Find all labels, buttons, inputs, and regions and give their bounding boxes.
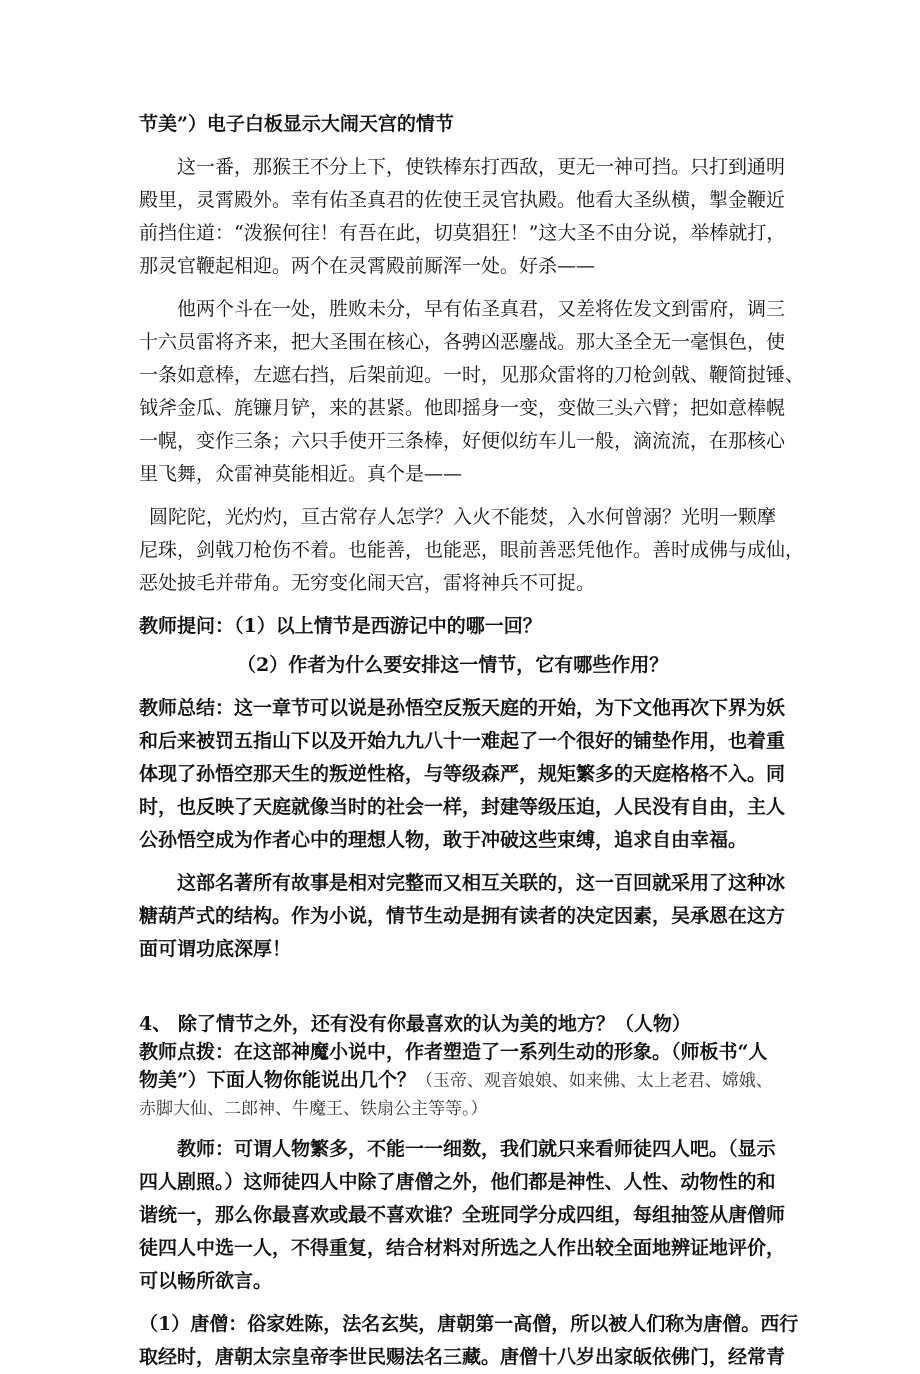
text-line: 钺斧金瓜、旄镰月铲，来的甚紧。他即摇身一变，变做三头六臂；把如意棒幌 [139, 397, 786, 419]
text-line: 教师总结：这一章节可以说是孙悟空反叛天庭的开始，为下文他再次下界为妖 [139, 697, 786, 719]
text-line: 这部名著所有故事是相对完整而又相互关联的，这一百回就采用了这种冰 [177, 872, 786, 894]
text-span: 物美”）下面人物你能说出几个？ [139, 1069, 416, 1091]
text-line: 他两个斗在一处，胜败未分，早有佑圣真君，又差将佐发文到雷府，调三 [177, 298, 786, 320]
text-line: 公孙悟空成为作者心中的理想人物，敢于冲破这些束缚，追求自由幸福。 [139, 829, 748, 851]
teacher-questions [139, 610, 780, 682]
text-line: 糖葫芦式的结构。作为小说，情节生动是拥有读者的决定因素，吴承恩在这方 [139, 905, 786, 927]
paragraph-havoc-narration [139, 151, 786, 283]
text-line: 圆陀陀，光灼灼，亘古常存人怎学？入火不能焚，入水何曾溺？光明一颗摩 [149, 506, 777, 528]
text-line: （2）作者为什么要安排这一情节，它有哪些作用？ [237, 654, 669, 676]
paragraph-master-disciples [139, 1133, 786, 1298]
text-line: 体现了孙悟空那天生的叛逆性格，与等级森严，规矩繁多的天庭格格不入。同 [139, 763, 786, 785]
text-line: 教师：可谓人物繁多，不能一一细数，我们就只来看师徒四人吧。（显示 [177, 1138, 776, 1160]
text-line: 尼珠，剑戟刀枪伤不着。也能善，也能恶，眼前善恶凭他作。善时成佛与成仙， [139, 539, 805, 561]
text-line: （1）唐僧：俗家姓陈，法名玄奘，唐朝第一高僧，所以被人们称为唐僧。西行 [139, 1313, 799, 1335]
text-span: （玉帝、观音娘娘、如来佛、太上老君、嫦娥、 [415, 1071, 773, 1091]
text-line: 恶处披毛并带角。无穷变化闹天宫，雷将神兵不可捉。 [139, 572, 596, 594]
text-line: 时，也反映了天庭就像当时的社会一样，封建等级压迫，人民没有自由，主人 [139, 796, 786, 818]
text-line: 教师提问：（1）以上情节是西游记中的哪一回？ [139, 615, 542, 637]
text-line: 一条如意棒，左遮右挡，后架前迎。一时，见那众雷将的刀枪剑戟、鞭简挝锤、 [139, 364, 805, 386]
paragraph-structure [139, 867, 786, 966]
text-line: 和后来被罚五指山下以及开始九九八十一难起了一个很好的铺垫作用，也着重 [139, 730, 786, 752]
text-line: 一幌，变作三条；六只手使开三条棒，好便似纺车儿一般，滴流流，在那核心 [139, 430, 786, 452]
text-line: 这一番，那猴王不分上下，使铁棒东打西敌，更无一神可挡。只打到通明 [177, 156, 786, 178]
text-line: 十六员雷将齐来，把大圣围在核心，各骋凶恶鏖战。那大圣全无一毫惧色，使 [139, 331, 786, 353]
text-line: 那灵官鞭起相迎。两个在灵霄殿前厮浑一处。好杀—— [139, 255, 596, 277]
text-line: 殿里，灵霄殿外。幸有佑圣真君的佐使王灵官执殿。他看大圣纵横，掣金鞭近 [139, 189, 786, 211]
text-line: 谐统一，那么你最喜欢或最不喜欢谁？全班同学分成四组，每组抽签从唐僧师 [139, 1204, 786, 1226]
text-line: 徒四人中选一人，不得重复，结合材料对所选之人作出较全面地辨证地评价， [139, 1237, 786, 1259]
text-line: 取经时，唐朝太宗皇帝李世民赐法名三藏。唐僧十八岁出家皈依佛门，经常青 [139, 1346, 786, 1368]
text-line: 教师点拨：在这部神魔小说中，作者塑造了一系列生动的形象。（师板书“人 [139, 1041, 768, 1063]
text-line: 四人剧照。）这师徒四人中除了唐僧之外，他们都是神性、人性、动物性的和 [139, 1171, 776, 1193]
section-characters [139, 1010, 780, 1123]
text-line: 面可谓功底深厚！ [139, 938, 292, 960]
text-line: 4、 除了情节之外，还有没有你最喜欢的认为美的地方？（人物） [139, 1013, 691, 1035]
paragraph-thunder-generals [139, 293, 805, 491]
text-line: 赤脚大仙、二郎神、牛魔王、铁扇公主等等。） [139, 1099, 488, 1119]
paragraph-verse [139, 501, 805, 600]
text-line: 可以畅所欲言。 [139, 1270, 273, 1292]
text-line: 里飞舞，众雷神莫能相近。真个是—— [139, 463, 463, 485]
text-line [139, 1066, 780, 1095]
teacher-summary [139, 692, 786, 857]
document-page [139, 108, 805, 1374]
text-line: 前挡住道：“泼猴何往！有吾在此，切莫猖狂！”这大圣不由分说，举棒就打， [139, 222, 786, 244]
paragraph-tang-monk [139, 1308, 799, 1374]
text-line: 节美”）电子白板显示大闹天宫的情节 [139, 113, 454, 135]
